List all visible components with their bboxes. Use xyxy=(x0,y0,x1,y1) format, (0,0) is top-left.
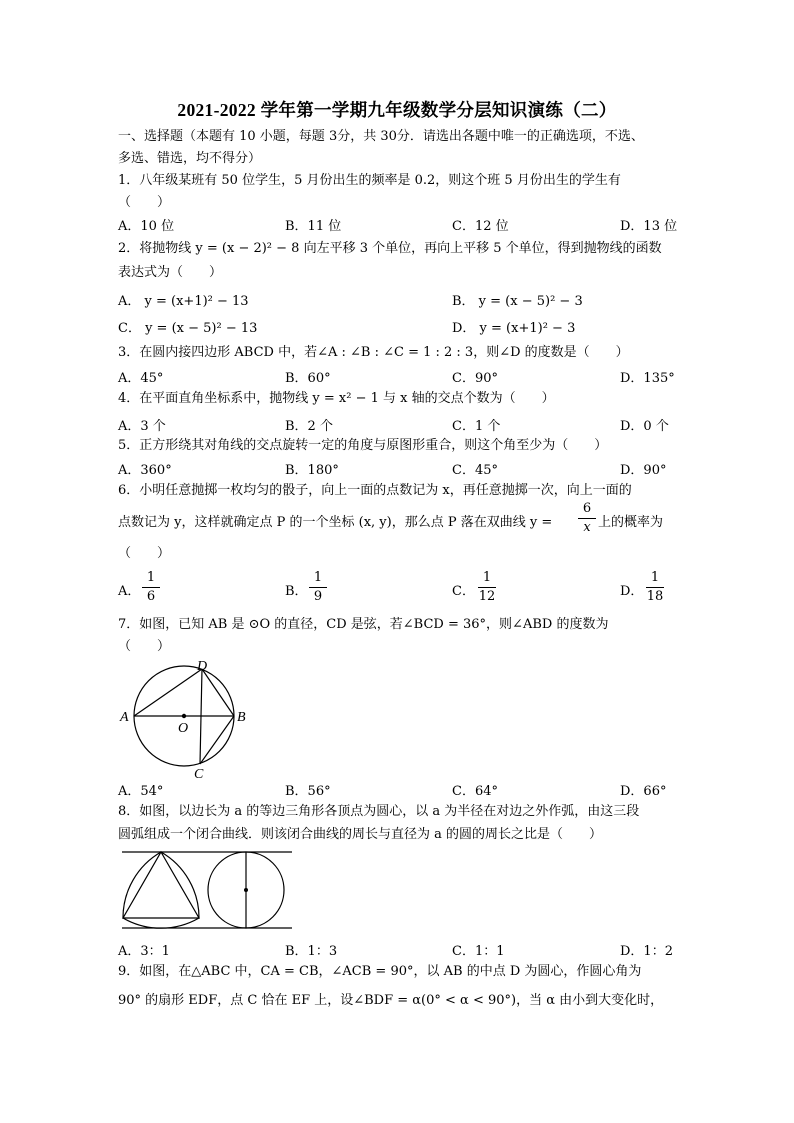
label-b: B xyxy=(237,710,246,725)
q1-option-c[interactable]: C．12 位 xyxy=(452,219,509,234)
q1-stem: 1．八年级某班有 50 位学生，5 月份出生的频率是 0.2，则这个班 5 月份出生的学生有 xyxy=(118,173,621,188)
q9-stem: 9．如图，在△ABC 中，CA = CB，∠ACB = 90°，以 AB 的中点 D 为圆心，作圆心角为 xyxy=(118,964,642,979)
q4-stem: 4．在平面直角坐标系中，抛物线 y = x² − 1 与 x 轴的交点个数为（ ） xyxy=(118,391,555,406)
q7-blank: （ ） xyxy=(118,639,171,654)
label-d: D xyxy=(197,659,208,674)
q5-option-c[interactable]: C．45° xyxy=(452,463,498,478)
q4-options xyxy=(118,415,678,433)
q6-hyperbola-den: x xyxy=(583,520,591,535)
q5-option-d[interactable]: D．90° xyxy=(620,463,667,478)
q6-blank: （ ） xyxy=(118,546,171,561)
q4-option-d[interactable]: D．0 个 xyxy=(620,419,669,434)
center-point xyxy=(182,714,186,718)
q6-a-den: 6 xyxy=(146,589,156,604)
q8-option-a[interactable]: A．3：1 xyxy=(118,944,170,959)
q4-option-c[interactable]: C．1 个 xyxy=(452,419,501,434)
q5-option-a[interactable]: A．360° xyxy=(118,463,172,478)
q2-option-a[interactable]: A． y = (x+1)² − 13 xyxy=(118,294,249,309)
label-o: O xyxy=(178,721,189,736)
q5-option-b[interactable]: B．180° xyxy=(285,463,339,478)
reuleaux-curve xyxy=(123,852,199,928)
q8-option-d[interactable]: D．1：2 xyxy=(620,944,673,959)
q6-option-c[interactable]: C． xyxy=(452,584,475,599)
q7-option-d[interactable]: D．66° xyxy=(620,784,667,799)
page-title: 2021-2022 学年第一学期九年级数学分层知识演练（二） xyxy=(177,100,617,120)
q6-c-num: 1 xyxy=(482,570,492,585)
segment-bc xyxy=(200,716,234,764)
q9-stem-line2: 90° 的扇形 EDF，点 C 恰在 EF 上，设∠BDF = α(0° < α < 90°)，当 α 由小到大变化时， xyxy=(118,993,664,1008)
q3-option-b[interactable]: B．60° xyxy=(285,371,331,386)
q6-b-num: 1 xyxy=(313,570,323,585)
q1-blank: （ ） xyxy=(118,195,171,210)
fraction-bar xyxy=(309,587,327,588)
q6-option-a-fraction xyxy=(142,570,160,605)
q3-options xyxy=(118,367,678,385)
q3-stem: 3．在圆内接四边形 ABCD 中，若∠A : ∠B : ∠C = 1 : 2 : 3，则∠D 的度数是（ ） xyxy=(118,345,629,360)
q6-b-den: 9 xyxy=(313,589,323,604)
circle-center-point xyxy=(244,888,248,892)
section-heading-line2: 多选、错选，均不得分） xyxy=(118,151,262,166)
q8-stem: 8．如图，以边长为 a 的等边三角形各顶点为圆心，以 a 为半径在对边之外作弧，由这三段 xyxy=(118,804,640,819)
fraction-bar xyxy=(142,587,160,588)
q6-option-a[interactable]: A． xyxy=(118,584,141,599)
q1-options xyxy=(118,215,678,233)
q2-stem-line2: 表达式为（ ） xyxy=(118,265,223,280)
q7-option-c[interactable]: C．64° xyxy=(452,784,498,799)
q2-option-d[interactable]: D． y = (x+1)² − 3 xyxy=(452,321,576,336)
q5-stem: 5．正方形绕其对角线的交点旋转一定的角度与原图形重合，则这个角至少为（ ） xyxy=(118,438,608,453)
q7-circle-figure xyxy=(118,658,258,780)
q3-option-d[interactable]: D．135° xyxy=(620,371,675,386)
q6-a-num: 1 xyxy=(146,570,156,585)
q5-options xyxy=(118,459,678,477)
q6-option-b[interactable]: B． xyxy=(285,584,308,599)
q6-stem-tail: 上的概率为 xyxy=(598,515,664,530)
q6-stem: 6．小明任意抛掷一枚均匀的骰子，向上一面的点数记为 x，再任意抛掷一次，向上一面的 xyxy=(118,483,632,498)
q6-hyperbola-num: 6 xyxy=(582,501,592,516)
q8-option-b[interactable]: B．1：3 xyxy=(285,944,338,959)
q6-hyperbola-fraction xyxy=(578,501,596,536)
q8-stem-line2: 圆弧组成一个闭合曲线．则该闭合曲线的周长与直径为 a 的圆的周长之比是（ ） xyxy=(118,827,603,842)
q2-option-c[interactable]: C． y = (x − 5)² − 13 xyxy=(118,321,258,336)
q6-options xyxy=(118,580,678,598)
q8-reuleaux-figure xyxy=(122,850,294,932)
fraction-bar xyxy=(578,518,596,519)
q1-option-d[interactable]: D．13 位 xyxy=(620,219,678,234)
label-a: A xyxy=(120,710,129,725)
q6-d-den: 18 xyxy=(646,589,664,604)
q2-options-row1 xyxy=(118,290,678,308)
q6-option-b-fraction xyxy=(309,570,327,605)
q6-option-c-fraction xyxy=(478,570,496,605)
q2-option-b[interactable]: B． y = (x − 5)² − 3 xyxy=(452,294,583,309)
q6-c-den: 12 xyxy=(478,589,496,604)
q2-stem: 2．将抛物线 y = (x − 2)² − 8 向左平移 3 个单位，再向上平移 5 个单位，得到抛物线的函数 xyxy=(118,241,662,256)
q6-option-d-fraction xyxy=(646,570,664,605)
q1-option-a[interactable]: A．10 位 xyxy=(118,219,175,234)
q8-options xyxy=(118,940,678,958)
q6-d-num: 1 xyxy=(650,570,660,585)
q7-stem: 7．如图，已知 AB 是 ⊙O 的直径，CD 是弦，若∠BCD = 36°，则∠ABD 的度数为 xyxy=(118,617,609,632)
segment-ad xyxy=(134,669,202,716)
q2-options-row2 xyxy=(118,317,678,335)
q3-option-a[interactable]: A．45° xyxy=(118,371,164,386)
equilateral-triangle xyxy=(123,852,199,918)
label-c: C xyxy=(194,767,204,780)
q3-option-c[interactable]: C．90° xyxy=(452,371,498,386)
q7-option-a[interactable]: A．54° xyxy=(118,784,164,799)
q7-option-b[interactable]: B．56° xyxy=(285,784,331,799)
q6-option-d[interactable]: D． xyxy=(620,584,644,599)
q7-options xyxy=(118,780,678,798)
fraction-bar xyxy=(478,587,496,588)
q1-option-b[interactable]: B．11 位 xyxy=(285,219,342,234)
q6-stem-line2: 点数记为 y，这样就确定点 P 的一个坐标 (x, y)，那么点 P 落在双曲线 y = xyxy=(118,515,553,530)
q4-option-b[interactable]: B．2 个 xyxy=(285,419,333,434)
q4-option-a[interactable]: A．3 个 xyxy=(118,419,166,434)
segment-db xyxy=(202,669,234,716)
fraction-bar xyxy=(646,587,664,588)
q8-option-c[interactable]: C．1：1 xyxy=(452,944,505,959)
section-heading-line1: 一、选择题（本题有 10 小题，每题 3分，共 30分．请选出各题中唯一的正确选项，不选、 xyxy=(118,129,644,144)
